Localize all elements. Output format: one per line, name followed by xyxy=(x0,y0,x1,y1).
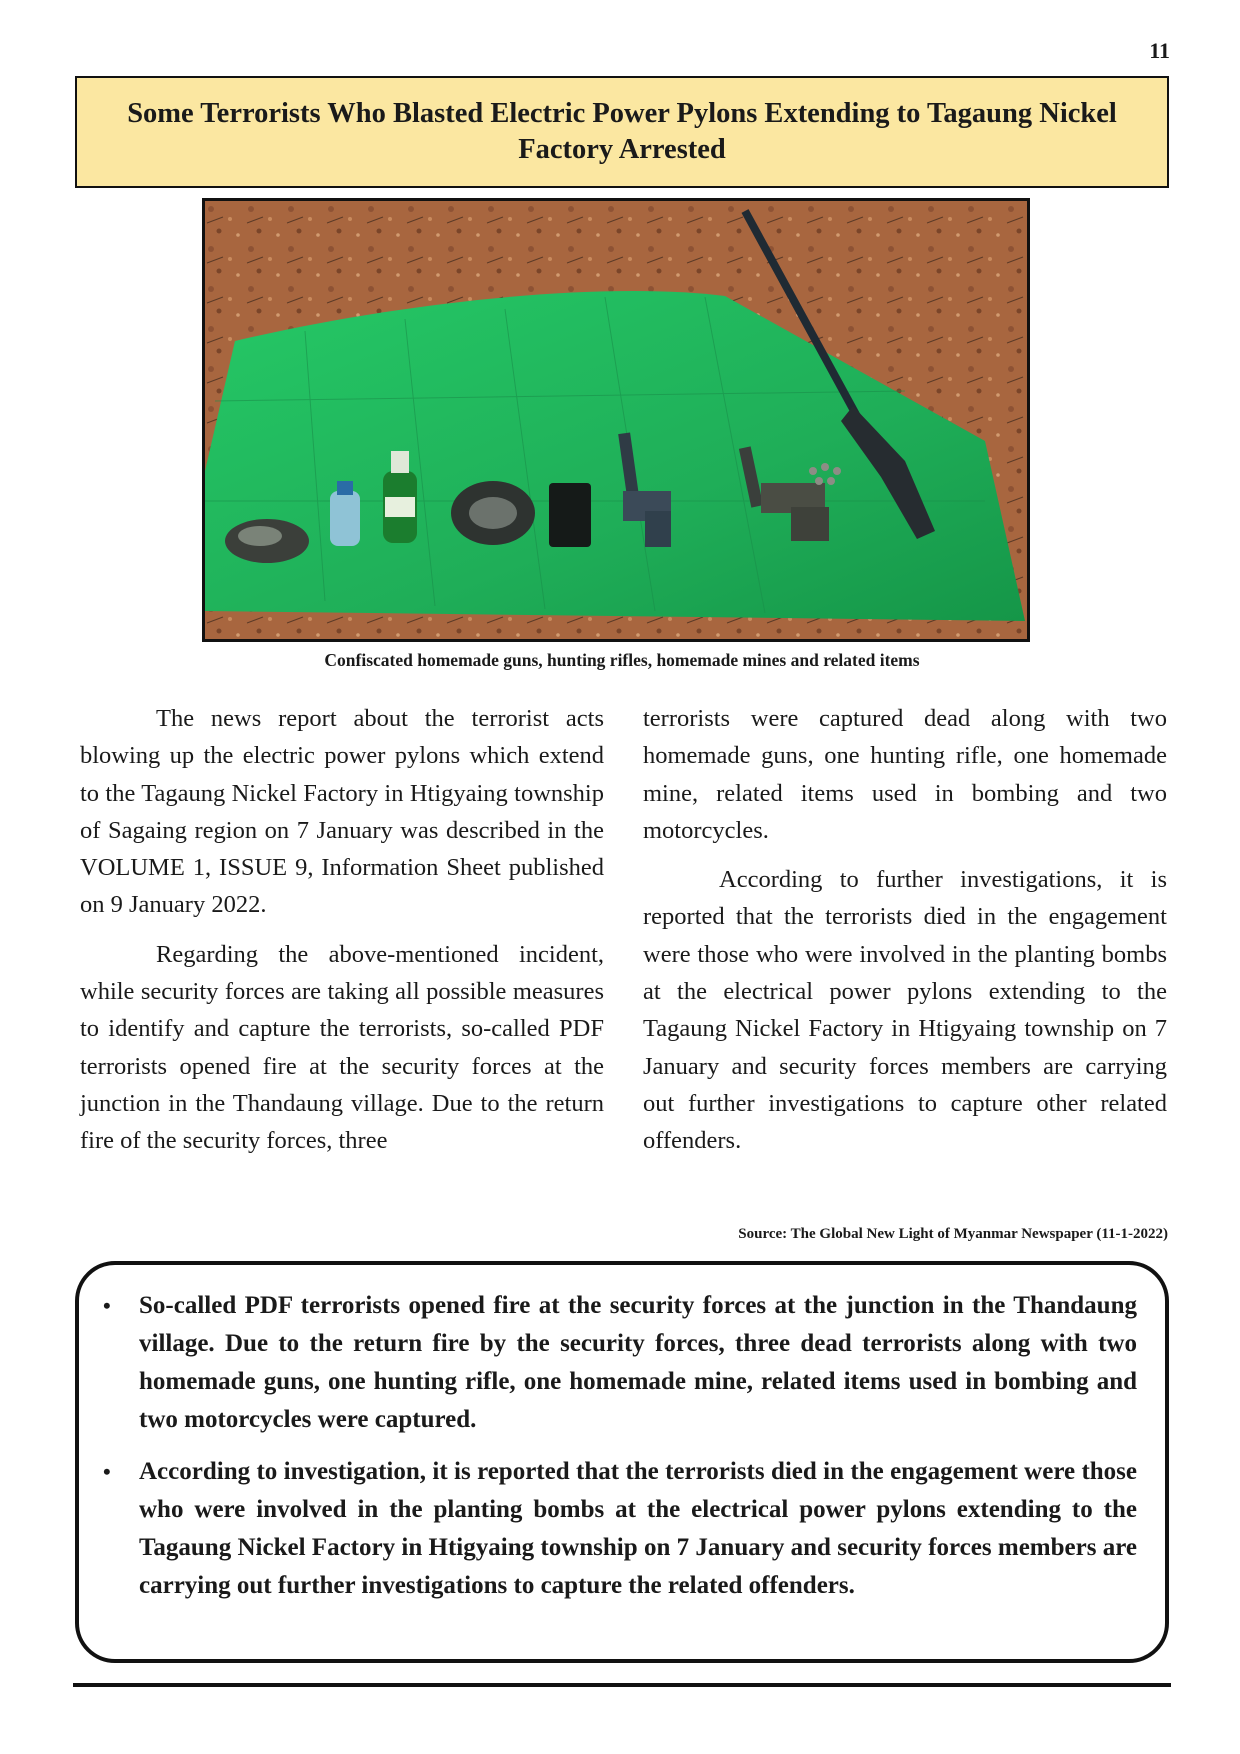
confiscated-items-photo xyxy=(202,198,1030,642)
article-left-column xyxy=(80,700,604,1160)
summary-bullet-item xyxy=(103,1453,1137,1605)
bullet-icon: • xyxy=(103,1293,111,1318)
wire-coil-item xyxy=(451,481,535,545)
article-paragraph: According to further investigations, it is reported that the terrorists died in the engagement were those who were involved in the planting bombs at the electrical power pylons extending to the Tagaung Nickel Factory in Htigyaing township on 7 January and security forces members are carrying out further investigations to capture other related offenders. xyxy=(643,866,1167,1155)
article-paragraph: Regarding the above-mentioned incident, while security forces are taking all possible measures to identify and capture the terrorists, so-called PDF terrorists opened fire at the security forces at the junction in the Thandaung village. Due to the return fire of the security forces, three xyxy=(80,940,604,1155)
photo-caption: Confiscated homemade guns, hunting rifles, homemade mines and related items xyxy=(324,650,920,670)
summary-box xyxy=(75,1261,1169,1663)
article-right-column xyxy=(643,700,1167,1160)
summary-list xyxy=(103,1287,1137,1605)
article-paragraph: The news report about the terrorist acts blowing up the electric power pylons which extend to the Tagaung Nickel Factory in Htigyaing township of Sagaing region on 7 January was described in the VOLUME 1, ISSUE 9, Information Sheet published on 9 January 2022. xyxy=(80,705,604,919)
summary-bullet-text: According to investigation, it is reported that the terrorists died in the engagement were those who were involved in the planting bombs at the electrical power pylons extending to the Tagaung Nickel Factory in Htigyaing township on 7 January and security forces members are carrying out further investigations to capture the related offenders. xyxy=(139,1458,1137,1599)
bag-item xyxy=(225,519,309,563)
article-title-box xyxy=(75,76,1169,188)
bottom-rule xyxy=(73,1683,1171,1687)
article-paragraph: terrorists were captured dead along with two homemade guns, one hunting rifle, one homemade mine, related items used in bombing and two motorcycles. xyxy=(643,705,1167,844)
phone-item xyxy=(549,483,591,547)
article-title: Some Terrorists Who Blasted Electric Power Pylons Extending to Tagaung Nickel Factory Arrested xyxy=(127,98,1117,165)
page-number: 11 xyxy=(1149,38,1170,63)
summary-bullet-text: So-called PDF terrorists opened fire at the security forces at the junction in the Thandaung village. Due to the return fire by the security forces, three dead terrorists along with two homemade guns, one hunting rifle, one homemade mine, related items used in bombing and two motorcycles were captured. xyxy=(139,1292,1137,1433)
photo-illustration xyxy=(205,201,1027,639)
summary-bullet-item xyxy=(103,1287,1137,1439)
source-citation: Source: The Global New Light of Myanmar Newspaper (11-1-2022) xyxy=(738,1226,1168,1242)
bullet-icon: • xyxy=(103,1459,111,1484)
